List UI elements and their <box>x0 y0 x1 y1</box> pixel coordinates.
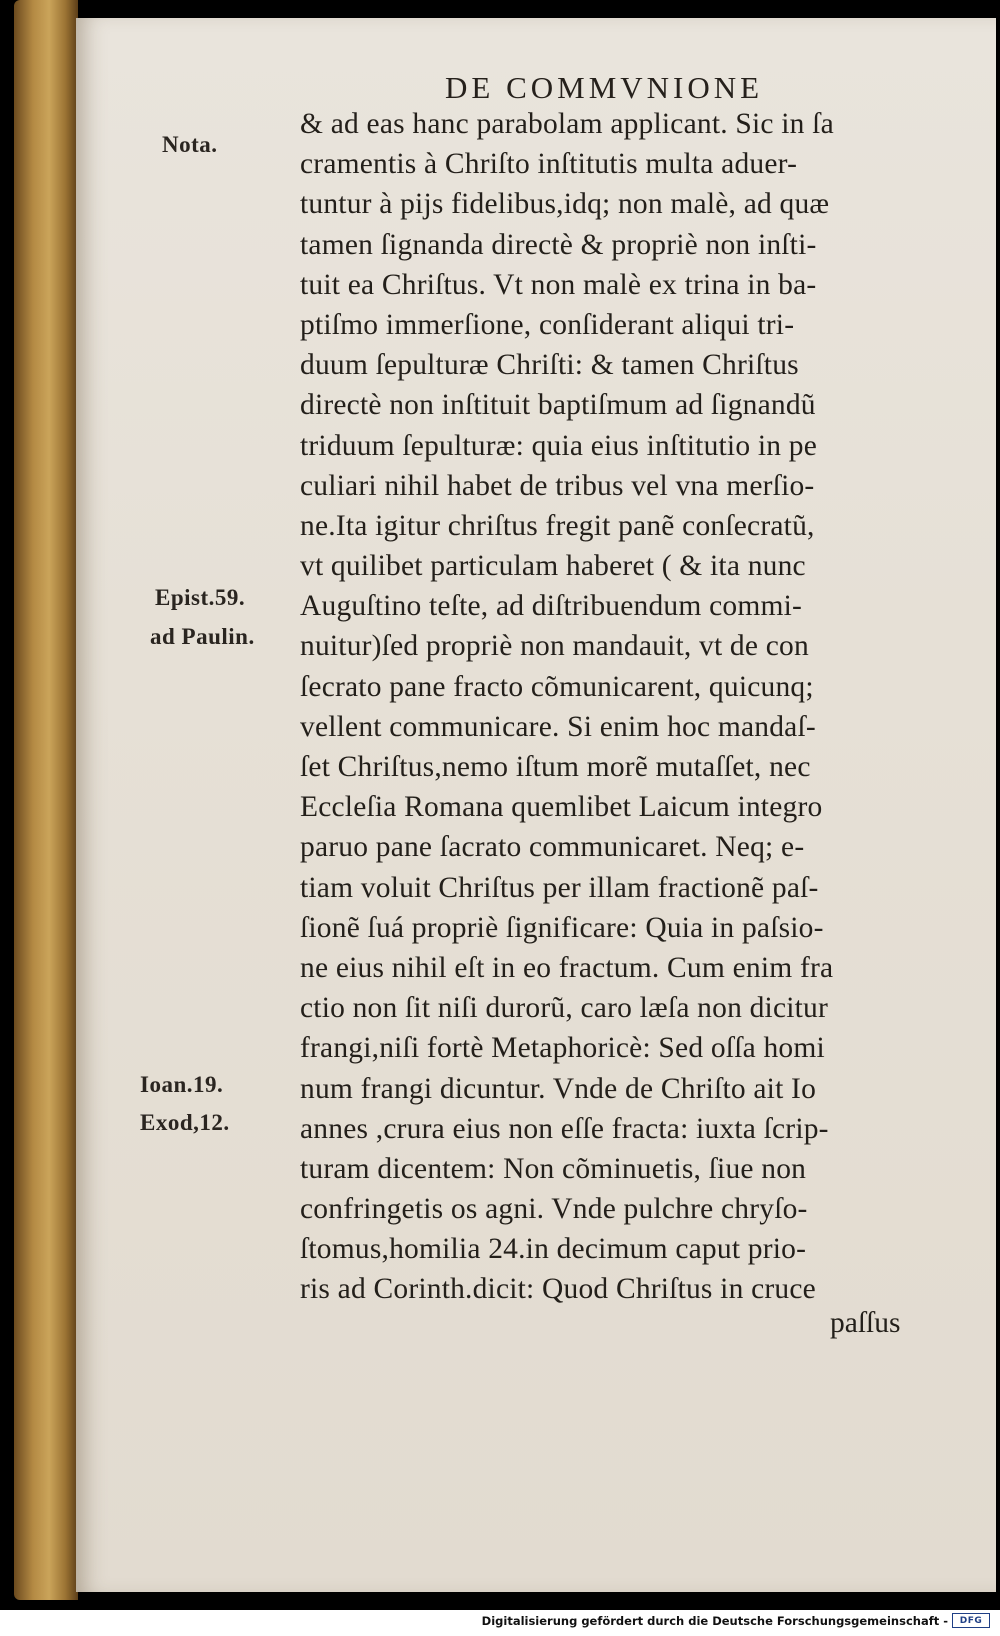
margin-note-nota: Nota. <box>162 132 218 157</box>
book-edge <box>14 0 78 1600</box>
text-line: turam dicentem: Non cõminuetis, ſiue non <box>300 1152 807 1185</box>
text-line: culiari nihil habet de tribus vel vna merſio- <box>300 469 815 502</box>
text-line: tuntur à pijs fidelibus,idq; non malè, ad quæ <box>300 188 830 221</box>
text-line: ctio non ſit niſi durorũ, caro læſa non dicitur <box>300 992 829 1025</box>
text-line: tiam voluit Chriſtus per illam fractionẽ paſ- <box>300 871 819 904</box>
margin-note-ad-paulin: ad Paulin. <box>150 624 255 649</box>
body-text <box>300 104 940 1310</box>
dfg-logo-icon <box>952 1613 990 1628</box>
text-line: duum ſepulturæ Chriſti: & tamen Chriſtus <box>300 349 799 382</box>
text-line: tuit ea Chriſtus. Vt non malè ex trina in ba- <box>300 268 817 301</box>
text-line: tamen ſignanda directè & propriè non inſti- <box>300 228 817 261</box>
catchword: paſſus <box>830 1307 901 1339</box>
text-line: ptiſmo immerſione, conſiderant aliqui tri- <box>300 308 795 341</box>
text-line: num frangi dicuntur. Vnde de Chriſto ait Io <box>300 1072 817 1105</box>
text-line: & ad eas hanc parabolam applicant. Sic in ſa <box>300 108 834 140</box>
text-line: ris ad Corinth.dicit: Quod Chriſtus in cruce <box>300 1273 816 1306</box>
text-line: Auguſtino teſte, ad diſtribuendum commi- <box>300 590 803 623</box>
text-line: vt quilibet particulam haberet ( & ita nunc <box>300 550 806 583</box>
margin-note-epistle: Epist.59. <box>155 585 246 610</box>
text-line: vellent communicare. Si enim hoc mandaſ- <box>300 710 816 743</box>
text-line: paruo pane ſacrato communicaret. Neq; e- <box>300 831 805 864</box>
text-line: confringetis os agni. Vnde pulchre chryſo- <box>300 1193 808 1226</box>
text-line: ne eius nihil eſt in eo fractum. Cum enim fra <box>300 951 834 984</box>
text-line: ſet Chriſtus,nemo iſtum morẽ mutaſſet, nec <box>300 751 811 783</box>
dfg-logo-text: DFG <box>959 1615 983 1626</box>
text-line: cramentis à Chriſto inſtitutis multa aduer- <box>300 148 798 181</box>
text-line: nuitur)ſed propriè non mandauit, vt de con <box>300 630 809 663</box>
text-line: ne.Ita igitur chriſtus fregit panẽ conſecratũ, <box>300 509 815 542</box>
margin-note-exod: Exod,12. <box>140 1110 230 1135</box>
running-head: DE COMMVNIONE <box>445 70 764 105</box>
text-line: triduum ſepulturæ: quia eius inſtitutio in pe <box>300 429 818 462</box>
text-line: ſtomus,homilia 24.in decimum caput prio- <box>300 1233 807 1266</box>
text-line: Eccleſia Romana quemlibet Laicum integro <box>300 791 823 824</box>
text-line: ſionẽ ſuá propriè ſignificare: Quia in paſsio- <box>300 911 824 944</box>
margin-note-ioan: Ioan.19. <box>140 1072 224 1097</box>
text-line: ſecrato pane fracto cõmunicarent, quicunq; <box>300 670 814 703</box>
text-line: annes ,crura eius non eſſe fracta: iuxta ſcrip- <box>300 1112 829 1145</box>
text-line: directè non inſtituit baptiſmum ad ſignandũ <box>300 389 816 422</box>
funding-credit: Digitalisierung gefördert durch die Deutsche Forschungsgemeinschaft - <box>481 1614 948 1628</box>
text-line: frangi,niſi fortè Metaphoricè: Sed oſſa homi <box>300 1032 825 1065</box>
